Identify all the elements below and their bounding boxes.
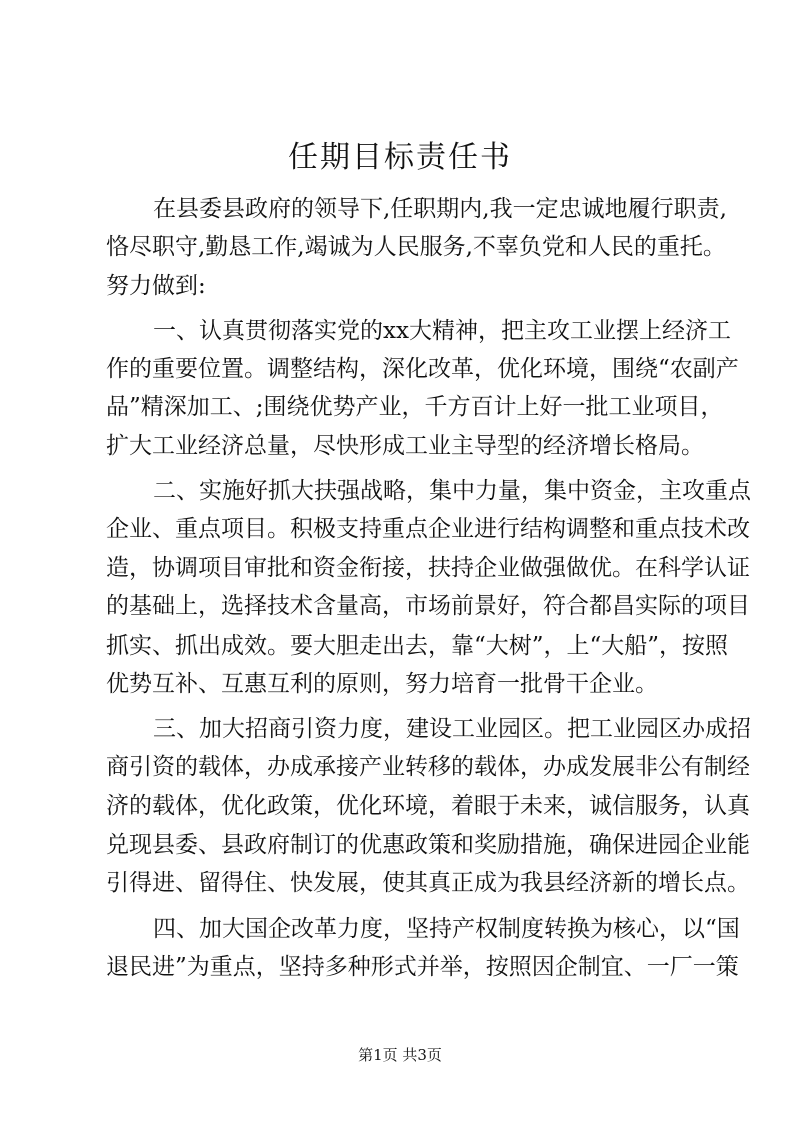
document-title: 任期目标责任书 [288, 140, 512, 175]
paragraph-line: 扩大工业经济总量，尽快形成工业主导型的经济增长格局。 [106, 433, 704, 459]
paragraph-line: 二、实施好抓大扶强战略，集中力量，集中资金，主攻重点 [153, 478, 751, 504]
paragraph-line: 抓实、抓出成效。要大胆走出去，靠“大树”，上“大船”，按照 [106, 633, 729, 659]
paragraph-line: 品”精深加工、;围绕优势产业，千方百计上好一批工业项目， [106, 394, 724, 420]
paragraph-line: 三、加大招商引资力度，建设工业园区。把工业园区办成招 [153, 716, 751, 742]
paragraph-line: 一、认真贯彻落实党的xx大精神，把主攻工业摆上经济工 [153, 318, 731, 344]
paragraph-line: 恪尽职守,勤恳工作,竭诚为人民服务,不辜负党和人民的重托。 [106, 234, 726, 260]
paragraph-line: 作的重要位置。调整结构，深化改革，优化环境，围绕“农副产 [106, 356, 739, 382]
page-number-footer: 第1页 共3页 [358, 1046, 442, 1064]
paragraph-line: 兑现县委、县政府制订的优惠政策和奖励措施，确保进园企业能 [106, 832, 750, 858]
paragraph-line: 引得进、留得住、快发展，使其真正成为我县经济新的增长点。 [106, 870, 750, 896]
paragraph-line: 四、加大国企改革力度，坚持产权制度转换为核心，以“国 [153, 916, 740, 942]
paragraph-line: 在县委县政府的领导下,任职期内,我一定忠诚地履行职责, [153, 196, 727, 222]
paragraph-line: 退民进”为重点，坚持多种形式并举，按照因企制宜、一厂一策 [106, 954, 739, 980]
paragraph-line: 努力做到: [106, 273, 206, 299]
paragraph-line: 企业、重点项目。积极支持重点企业进行结构调整和重点技术改 [106, 516, 750, 542]
paragraph-line: 济的载体，优化政策，优化环境，着眼于未来，诚信服务，认真 [106, 793, 750, 819]
paragraph-line: 商引资的载体，办成承接产业转移的载体，办成发展非公有制经 [106, 754, 750, 780]
paragraph-line: 的基础上，选择技术含量高，市场前景好，符合都昌实际的项目 [106, 593, 750, 619]
paragraph-line: 造，协调项目审批和资金衔接，扶持企业做强做优。在科学认证 [106, 555, 750, 581]
paragraph-line: 优势互补、互惠互利的原则，努力培育一批骨干企业。 [106, 671, 658, 697]
